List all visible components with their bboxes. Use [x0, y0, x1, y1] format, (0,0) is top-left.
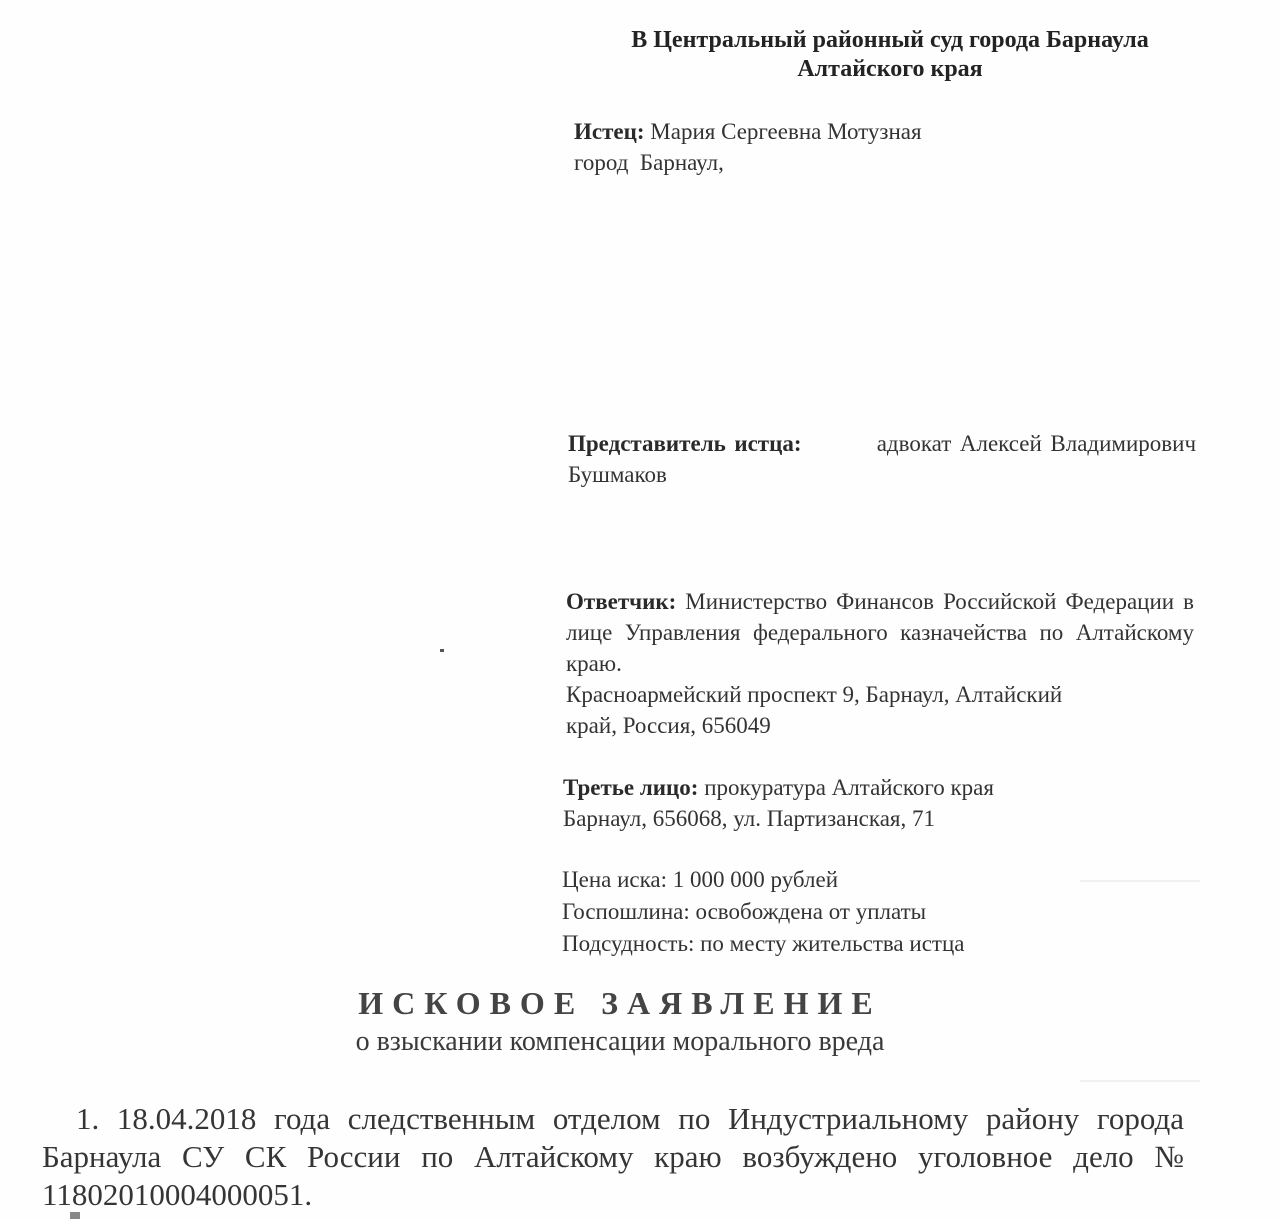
third-party-address: Барнаул, 656068, ул. Партизанская, 71 — [563, 806, 935, 831]
scan-speck — [440, 649, 444, 652]
defendant-address-line-2: край, Россия, 656049 — [566, 713, 771, 738]
representative-block — [568, 428, 1196, 490]
paragraph-1: 1. 18.04.2018 года следственным отделом по Индустриальному району города Барнаула СУ СК России по Алтайскому краю возбуждено уголовное дело № 11802010004000051. — [42, 1101, 1184, 1212]
plaintiff-block — [574, 116, 1174, 178]
document-subtitle: о взыскании компенсации морального вреда — [355, 1026, 885, 1057]
third-party-text: прокуратура Алтайского края — [704, 775, 994, 800]
claim-fee: Госпошлина: освобождена от уплаты — [562, 899, 927, 924]
court-line-2: Алтайского края — [797, 56, 983, 82]
scan-artifact — [1080, 880, 1200, 882]
representative-label: Представитель истца: — [568, 431, 802, 456]
claim-jurisdiction: Подсудность: по месту жительства истца — [562, 931, 965, 956]
plaintiff-name: Мария Сергеевна Мотузная — [650, 119, 922, 144]
defendant-address-line-1: Красноармейский проспект 9, Барнаул, Алтайский — [566, 682, 1063, 707]
claim-info-block — [562, 864, 1182, 960]
representative-text: адвокат Алексей Владимирович Бушмаков — [568, 431, 1197, 487]
defendant-label: Ответчик: — [566, 589, 677, 614]
defendant-text: Министерство Финансов Российской Федерации в лице Управления федерального казначейства по Алтайскому краю. — [566, 589, 1194, 676]
claim-price: Цена иска: 1 000 000 рублей — [562, 867, 839, 892]
court-address — [560, 26, 1220, 84]
cut-off-text-mark — [70, 1212, 80, 1219]
document-title: ИСКОВОЕ ЗАЯВЛЕНИЕ — [358, 985, 882, 1021]
defendant-block — [566, 586, 1194, 741]
third-party-block — [563, 772, 1183, 834]
plaintiff-address: город Барнаул, — [574, 150, 724, 175]
court-line-1: В Центральный районный суд города Барнаула — [631, 27, 1149, 53]
plaintiff-label: Истец: — [574, 119, 645, 144]
third-party-label: Третье лицо: — [563, 775, 699, 800]
scan-artifact — [1080, 1080, 1200, 1082]
